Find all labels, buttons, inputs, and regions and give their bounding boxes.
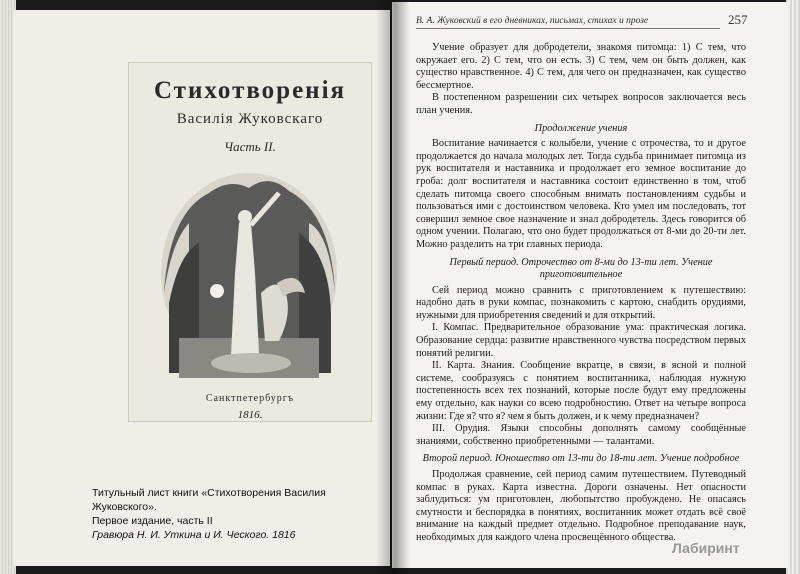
- figure-caption: [92, 486, 382, 542]
- plate-year: 1816.: [237, 409, 263, 421]
- caption-line-3: Гравюра Н. И. Уткина и И. Ческого. 1816: [92, 529, 296, 541]
- paragraph: Учение образует для добродетели, знакомя питомца: 1) С тем, что окружает его. 2) С тем, что он есть. 3) С тем, чем он быть должен, как существо нравственное. 4) С тем, для чего он предназначен, как существо бессмертное.: [416, 42, 746, 91]
- labirint-watermark: Лабиринт: [672, 540, 740, 556]
- paragraph: III. Орудия. Языки способны дополнять самому сообщённые знаниями, собственно приобретенными — талантами.: [416, 423, 746, 447]
- plate-city: Санктпетербургъ: [205, 393, 295, 404]
- paragraph: II. Карта. Знания. Сообщение вкратце, в связи, в ясной и полной системе, сообразуясь с понятием воспитанника, наблюдая нужную постепенность всех тех познаний, которые после будут ему предложены ему отдельно, как науки со всею подробностию. Ответ на четыре вопроса жизни: Где я? что я? чем я быть должен, и к чему предназначен?: [416, 360, 746, 422]
- book-gutter: [376, 0, 410, 574]
- running-head: В. А. Жуковский в его дневниках, письмах, стихах и прозе: [416, 16, 720, 29]
- paragraph: Сей период можно сравнить с приготовлением к путешествию: надобно дать в руки компас, познакомить с картою, снабдить орудиями, нужными для приобретения сведений и для открытий.: [416, 284, 746, 321]
- body-text: [416, 42, 746, 545]
- title-page-plate: [128, 62, 372, 422]
- page-number: 257: [728, 12, 748, 27]
- plate-part: Часть II.: [224, 139, 276, 154]
- page-edges-right: [786, 0, 800, 574]
- plate-author: Василія Жуковскаго: [176, 111, 324, 127]
- caption-line-2: Первое издание, часть II: [92, 515, 213, 527]
- section-heading: Второй период. Юношество от 13-ти до 18-ти лет. Учение подробное: [422, 453, 740, 465]
- caption-line-1: Титульный лист книги «Стихотворения Василия Жуковского».: [92, 487, 326, 513]
- paragraph: В постепенном разрешении сих четырех вопросов заключается весь план учения.: [416, 92, 746, 116]
- paragraph: Воспитание начинается с колыбели, учение с отрочества, то и другое продолжается до начала молодых лет. Тогда судьба принимает питомца из рук воспитателя и наставника и продолжает его земное воспитание до гроба: долг воспитателя и наставника состоит единственно в том, чтоб сделать питомца своего способным внимать постановлениям судьбы и пользоваться ими с достоинством человека. Кто умел им последовать, тот совершил земное свое назначение и знал добродетель. Здесь говорится об одном учении. Полагаю, что оно будет продолжаться от 8-ми до 20-ти лет. Можно разделить на три главных периода.: [416, 138, 746, 250]
- plate-title: Стихотворенія: [153, 77, 347, 104]
- section-heading: Первый период. Отрочество от 8-ми до 13-ти лет. Учение приготовительное: [449, 256, 713, 281]
- paragraph: I. Компас. Предварительное образование ума: практическая логика. Образование сердца: развитие нравственного чувства посредством первых понятий религии.: [416, 322, 746, 359]
- paragraph: Продолжая сравнение, сей период самим путешествием. Путеводный компас в руках. Карта известна. Дороги означены. Нет опасности заблудиться: ум приготовлен, любопытство пробуждено. Не опасаясь смутности и беспорядка в понятиях, воспитанник может отдать всё своё внимание на каждый предмет отдельно. Подробное преподавание наук, необходимых для каждого члена просвещённого общества.: [416, 469, 746, 543]
- engraving-illustration: [159, 173, 339, 383]
- section-heading: Продолжение учения: [534, 122, 628, 134]
